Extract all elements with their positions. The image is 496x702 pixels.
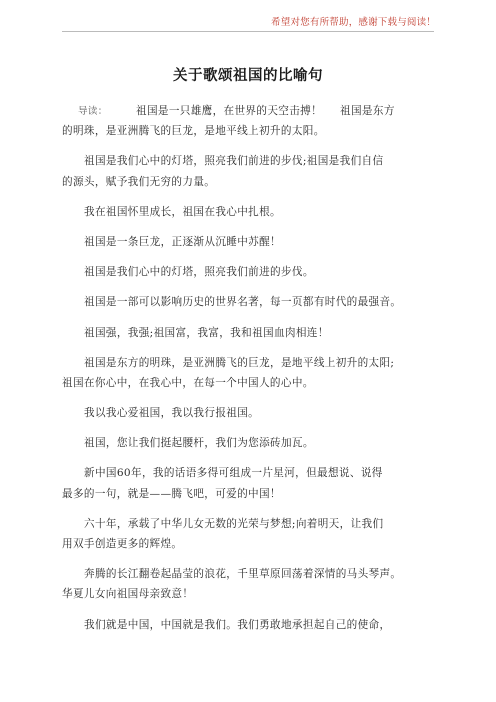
paragraph-line: 祖国是我们心中的灯塔，照亮我们前进的步伐。 [84,266,314,279]
paragraph-line: 最多的一句，就是——腾飞吧，可爱的中国！ [62,487,281,500]
paragraph-line: 奔腾的长江翻卷起晶莹的浪花，千里草原回荡着深情的马头琴声。 [84,568,402,581]
lead-label: 导读： [78,106,108,117]
paragraph-line: 华夏儿女向祖国母亲致意！ [62,588,194,601]
lead-text-2: 祖国是东方 [340,105,395,117]
paragraph-line: 新中国60年，我的话语多得可组成一片星河，但最想说、说得 [84,467,383,480]
paragraph-line: 六十年，承载了中华儿女无数的光荣与梦想;向着明天，让我们 [84,517,384,530]
lead-line [62,101,434,121]
paragraph-line: 祖国是一条巨龙，正逐渐从沉睡中苏醒！ [84,235,281,248]
paragraph-line: 的源头，赋予我们无穷的力量。 [62,175,216,188]
lead-continuation: 的明珠，是亚洲腾飞的巨龙，是地平线上初升的太阳。 [62,125,325,138]
paragraph-line: 祖国是东方的明珠，是亚洲腾飞的巨龙，是地平线上初升的太阳; [84,356,395,369]
paragraph-line: 祖国是一部可以影响历史的世界名著，每一页都有时代的最强音。 [84,296,402,309]
paragraph-line: 我在祖国怀里成长，祖国在我心中扎根。 [84,205,281,218]
paragraph-line: 我们就是中国，中国就是我们。我们勇敢地承担起自己的使命， [84,618,391,631]
paragraph-line: 祖国强，我强;祖国富，我富，我和祖国血肉相连！ [84,326,329,339]
paragraph-line: 祖国在你心中，在我心中，在每一个中国人的心中。 [62,376,314,389]
paragraph-line: 用双手创造更多的辉煌。 [62,538,183,550]
paragraph-line: 我以我心爱祖国，我以我行报祖国。 [84,407,260,420]
paragraph-line: 祖国，您让我们挺起腰杆，我们为您添砖加瓦。 [84,437,314,450]
document-body [62,101,434,635]
paragraph-list [62,141,434,634]
header-divider [62,31,434,32]
header-note: 希望对您有所帮助，感谢下载与阅读！ [271,17,436,28]
lead-text-1: 祖国是一只雄鹰，在世界的天空击搏！ [136,105,323,117]
document-title: 关于歌颂祖国的比喻句 [173,68,323,84]
paragraph-line: 祖国是我们心中的灯塔，照亮我们前进的步伐;祖国是我们自信 [84,155,384,168]
